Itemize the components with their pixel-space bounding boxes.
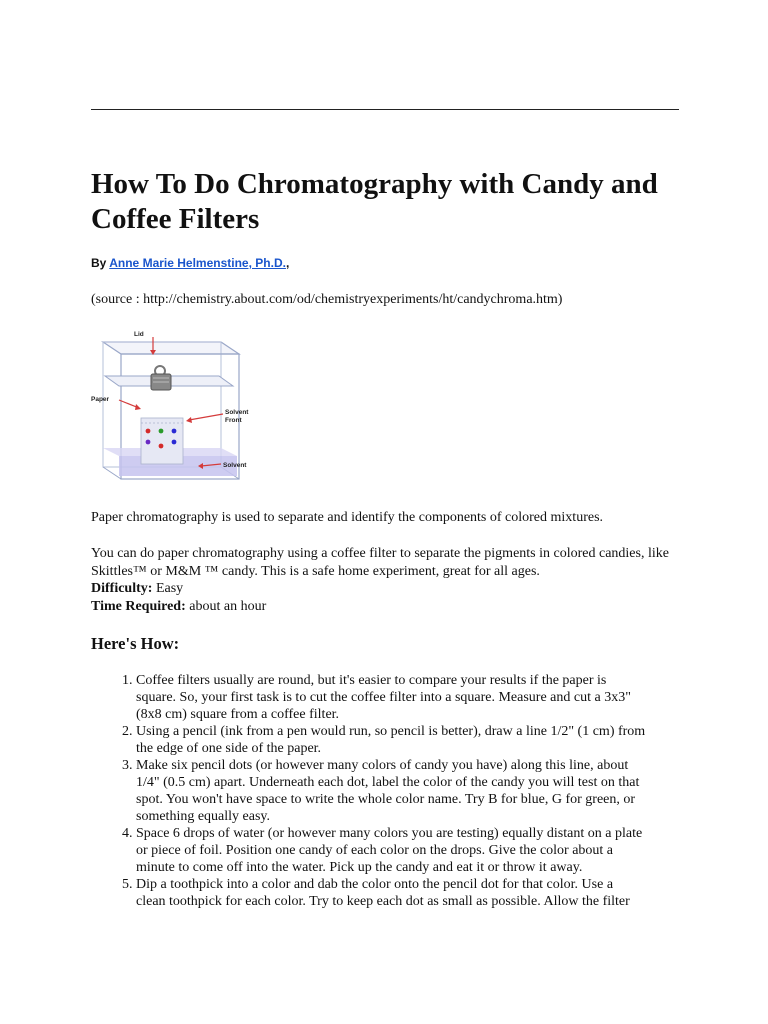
binder-clip-icon [151,366,171,390]
step-item: 1. Coffee filters usually are round, but it's easier to compare your results if the paper is square. So, your first task is to cut the coffee filter into a square. Measure and cut a 3x3" (8x8 cm) square from a coffee filter. [136,672,646,723]
pigment-dot [159,444,164,449]
chromatography-diagram [91,324,253,490]
intro-paragraph: Paper chromatography is used to separate and identify the components of colored mixtures. [91,510,604,525]
pigment-dot [159,429,164,434]
label-lid: Lid [134,331,144,338]
article-title: How To Do Chromatography with Candy and Coffee Filters [91,168,658,235]
label-paper: Paper [91,396,110,403]
description-text: You can do paper chromatography using a coffee filter to separate the pigments in colored candies, like Skittles™ or M&M ™ candy. This is a safe home experiment, great for all ages. [91,546,669,579]
time-line [91,598,679,616]
label-solvent: Solvent [223,462,247,469]
pigment-dot [146,440,151,445]
details-paragraph [91,545,679,615]
horizontal-rule [91,109,679,110]
pigment-dot [172,440,177,445]
step-item: 5. Dip a toothpick into a color and dab the color onto the pencil dot for that color. Use a clean toothpick for each color. Try to keep each dot as small as possible. Allow the filter [136,876,646,910]
step-item: 2. Using a pencil (ink from a pen would run, so pencil is better), draw a line 1/2" (1 cm) from the edge of one side of the paper. [136,723,646,757]
difficulty-label: Difficulty: [91,581,153,596]
byline-suffix: , [285,256,290,270]
label-solvent-front [225,409,250,424]
time-label: Time Required: [91,598,186,614]
author-link[interactable]: Anne Marie Helmenstine, Ph.D. [109,256,286,270]
label-solvent-front-1: Solvent [225,409,249,416]
steps-list [91,672,646,910]
difficulty-line [91,580,679,598]
pigment-dot [146,429,151,434]
byline-prefix: By [91,256,107,270]
jar-lid [103,342,239,354]
source-citation: (source : http://chemistry.about.com/od/chemistryexperiments/ht/candychroma.htm) [91,292,563,307]
difficulty-value: Easy [155,581,184,596]
howto-heading: Here's How: [91,634,180,653]
step-item: 3. Make six pencil dots (or however many colors of candy you have) along this line, about 1/4" (0.5 cm) apart. Underneath each dot, label the color of the candy you will test on that spot. You won't have space to write the whole color name. Try B for blue, G for green, or something equally easy. [136,757,646,825]
byline [91,256,289,270]
label-solvent-front-2: Front [225,417,242,424]
pigment-dot [172,429,177,434]
time-value: about an hour [189,598,267,614]
step-item: 4. Space 6 drops of water (or however many colors you are testing) equally distant on a plate or piece of foil. Position one candy of each color on the drops. Give the color about a minute to come off into the water. Pick up the candy and eat it or throw it away. [136,825,646,876]
